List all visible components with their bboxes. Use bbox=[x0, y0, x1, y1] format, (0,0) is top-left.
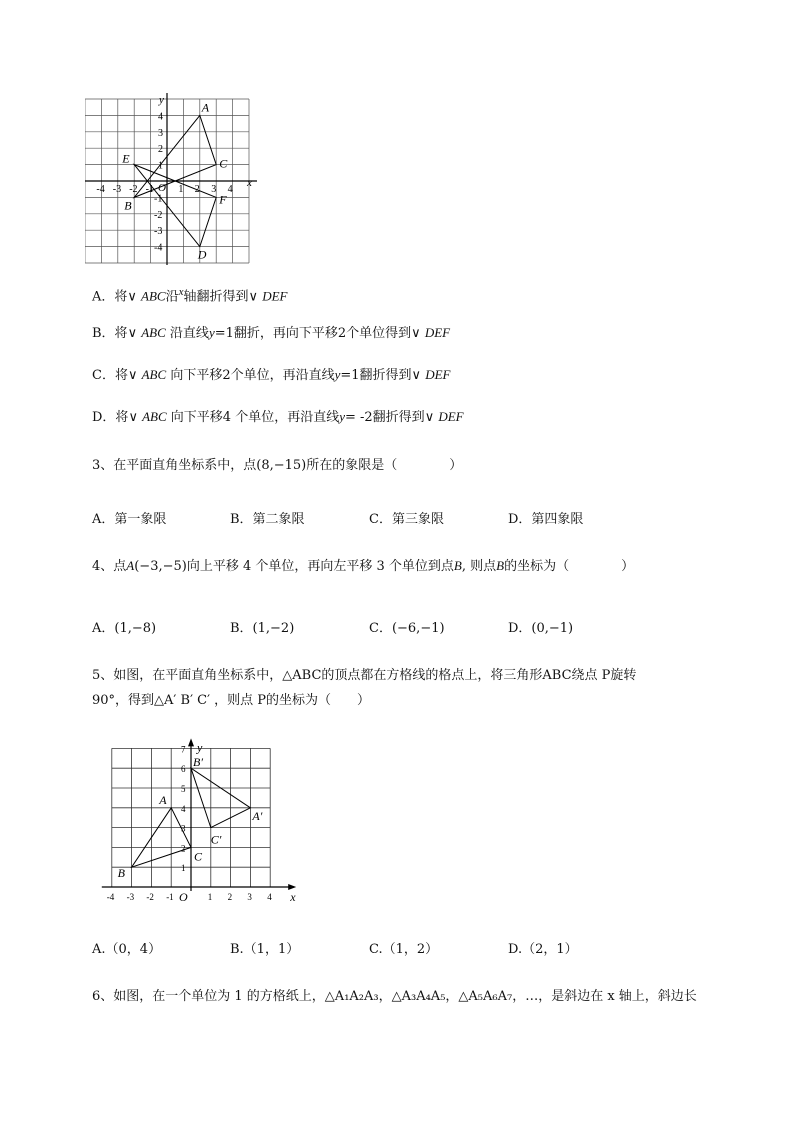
triangle-a-b-c-prime bbox=[191, 768, 250, 827]
triangle-abc bbox=[132, 808, 191, 867]
point-label-a: A bbox=[159, 792, 167, 807]
x-tick-label: -2 bbox=[129, 184, 138, 195]
x-tick-label: 2 bbox=[194, 184, 200, 195]
point-label-c: C bbox=[194, 849, 203, 864]
y-tick-label: 1 bbox=[158, 160, 163, 172]
q4-option-d: D．(0,−1) bbox=[508, 621, 574, 636]
point-label-f: F bbox=[219, 192, 227, 207]
q6-question: 6、如图，在一个单位为 1 的方格纸上，△A₁A₂A₃，△A₃A₄A₅，△A₅A₆A₇，…，是斜边在 x 轴上，斜边长 bbox=[92, 989, 697, 1004]
q2-option-c: C．将∨ ABC 向下平移2个单位，再沿直线y=1翻折得到∨ DEF bbox=[92, 367, 451, 383]
y-tick-label: 2 bbox=[181, 843, 186, 854]
y-tick-label: 1 bbox=[181, 863, 186, 874]
x-axis-label: x bbox=[247, 177, 252, 189]
x-tick-label: -1 bbox=[145, 184, 154, 195]
origin-label: O bbox=[158, 182, 166, 194]
q5-option-a: A.（0，4） bbox=[92, 942, 162, 957]
q3-option-a: A．第一象限 bbox=[92, 512, 167, 527]
q3-option-b: B．第二象限 bbox=[230, 512, 305, 527]
x-tick-label: -4 bbox=[96, 184, 105, 195]
x-axis-label: x bbox=[290, 890, 296, 904]
y-tick-label: 7 bbox=[181, 744, 186, 755]
q5-option-d: D.（2，1） bbox=[508, 942, 578, 957]
q3-option-c: C．第三象限 bbox=[369, 512, 444, 527]
x-tick-label: -3 bbox=[112, 184, 122, 195]
figure-2-coordinate-grid bbox=[88, 732, 303, 907]
point-label-d: D bbox=[197, 247, 207, 262]
q5-option-c: C.（1，2） bbox=[369, 942, 439, 957]
y-tick-label: 3 bbox=[158, 127, 163, 139]
q4-question: 4、点A(−3,−5)向上平移 4 个单位，再向左平移 3 个单位到点B, 则点B的坐标为（ ） bbox=[92, 558, 635, 574]
point-label-c-prime: C′ bbox=[210, 832, 222, 847]
x-tick-label: -2 bbox=[146, 892, 154, 902]
q5-question-line1: 5、如图，在平面直角坐标系中，△ABC的顶点都在方格线的格点上，将三角形ABC绕点 P旋转 bbox=[92, 668, 637, 683]
y-tick-label: -4 bbox=[154, 242, 163, 254]
q4-option-a: A．(1,−8) bbox=[92, 621, 157, 636]
y-tick-label: 2 bbox=[158, 144, 163, 156]
x-tick-label: 1 bbox=[178, 184, 184, 195]
point-label-b: B bbox=[117, 866, 125, 881]
q4-option-b: B．(1,−2) bbox=[230, 621, 295, 636]
y-tick-label: -1 bbox=[154, 193, 163, 205]
q5-option-b: B.（1，1） bbox=[230, 942, 300, 957]
y-tick-label: 5 bbox=[181, 784, 186, 794]
point-label-a-prime: A′ bbox=[252, 808, 263, 823]
q2-option-d: D．将∨ ABC 向下平移4 个单位，再沿直线y= -2翻折得到∨ DEF bbox=[92, 409, 464, 425]
point-label-b: B bbox=[124, 198, 132, 213]
figure-1-coordinate-grid bbox=[85, 92, 265, 277]
y-tick-label: -2 bbox=[154, 209, 163, 221]
y-tick-label: 6 bbox=[181, 764, 186, 775]
q2-option-b: B．将∨ ABC 沿直线y=1翻折，再向下平移2个单位得到∨ DEF bbox=[92, 325, 451, 341]
point-label-c: C bbox=[219, 156, 228, 171]
q4-option-c: C．(−6,−1) bbox=[369, 621, 445, 636]
q2-option-a: A．将∨ ABC沿$^x$轴翻折得到∨ DEF bbox=[92, 286, 288, 305]
origin-label: O bbox=[179, 890, 188, 904]
y-tick-label: -3 bbox=[154, 226, 163, 238]
y-tick-label: 4 bbox=[181, 803, 186, 814]
point-label-e: E bbox=[122, 151, 130, 166]
q3-question: 3、在平面直角坐标系中，点(8,−15)所在的象限是（ ） bbox=[92, 458, 463, 473]
q5-question-line2: 90°，得到△A′ B′ C′ ，则点 P的坐标为（ ） bbox=[92, 693, 371, 708]
x-tick-label: 3 bbox=[247, 892, 252, 902]
y-axis-label: y bbox=[159, 94, 164, 106]
triangle-def bbox=[134, 165, 216, 247]
point-label-a: A bbox=[201, 100, 210, 115]
y-axis-label: y bbox=[197, 740, 203, 755]
x-tick-label: 4 bbox=[227, 184, 233, 195]
x-tick-label: -4 bbox=[106, 892, 115, 902]
x-tick-label: 1 bbox=[207, 892, 213, 902]
x-tick-label: 2 bbox=[227, 892, 233, 902]
x-tick-label: -3 bbox=[126, 892, 135, 902]
y-axis-arrow bbox=[188, 738, 194, 746]
q3-option-d: D．第四象限 bbox=[508, 512, 584, 527]
y-tick-label: 4 bbox=[158, 111, 163, 123]
x-tick-label: 4 bbox=[267, 892, 272, 902]
x-tick-label: -1 bbox=[166, 892, 174, 902]
point-label-b-prime: B′ bbox=[193, 755, 203, 770]
x-tick-label: 3 bbox=[211, 184, 217, 195]
y-tick-label: 3 bbox=[181, 823, 186, 834]
